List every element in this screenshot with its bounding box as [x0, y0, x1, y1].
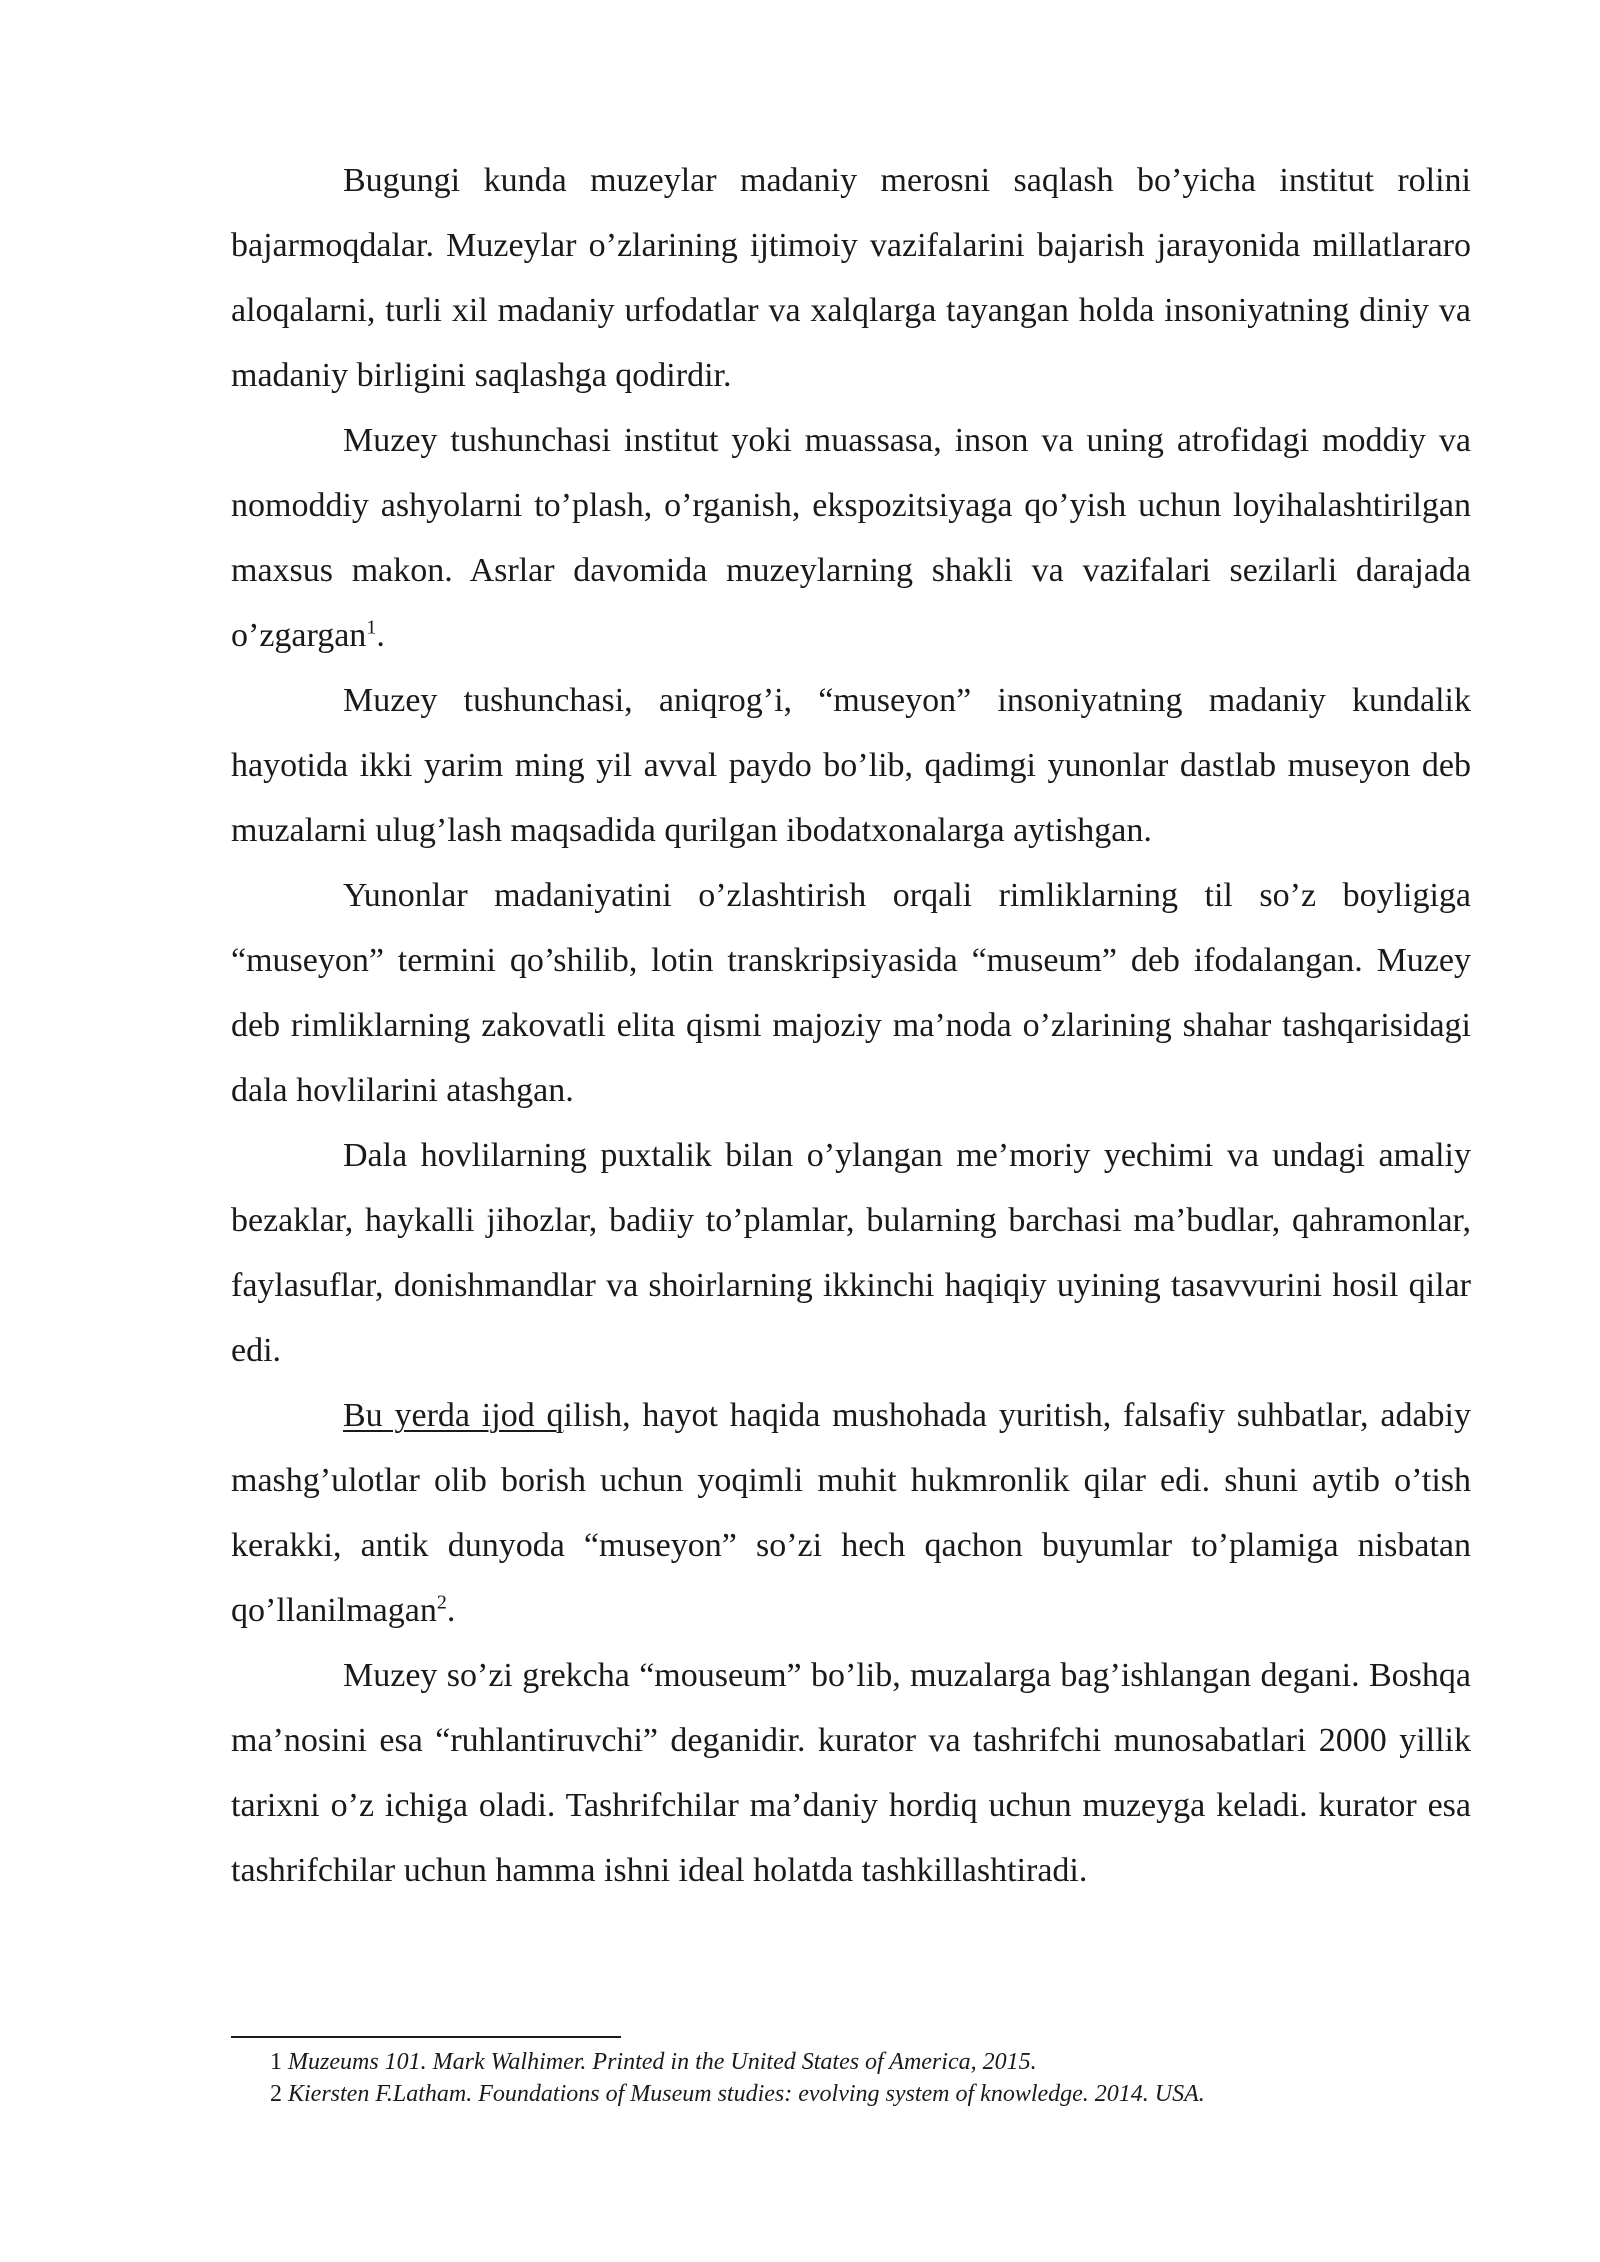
- footnote-ref-2[interactable]: 2: [436, 1591, 447, 1614]
- paragraph-text: Dala hovlilarning puxtalik bilan o’ylangan me’moriy yechimi va undagi amaliy bezaklar, haykalli jihozlar, badiiy to’plamlar, bularning barchasi ma’budlar, qahramonlar, faylasuflar, donishmandlar va shoirlarning ikkinchi haqiqiy uyining tasavvurini hosil qilar edi.: [231, 1137, 1471, 1369]
- underlined-text: Bu yerda ijod q: [343, 1397, 564, 1434]
- paragraph-text: Muzey so’zi grekcha “mouseum” bo’lib, muzalarga bag’ishlangan degani. Boshqa ma’nosini esa “ruhlantiruvchi” deganidir. kurator va tashrifchi munosabatlari 2000 yillik tarixni o’z ichiga oladi. Tashrifchilar ma’daniy hordiq uchun muzeyga keladi. kurator esa tashrifchilar uchun hamma ishni ideal holatda tashkillashtiradi.: [231, 1657, 1471, 1889]
- footnote-number: 1: [270, 2049, 288, 2075]
- paragraph-4: [231, 863, 1471, 1123]
- footnote-separator: [231, 2036, 621, 2038]
- footnote-number: 2: [270, 2081, 288, 2107]
- paragraph-7: [231, 1643, 1471, 1903]
- footnote-ref-1[interactable]: 1: [366, 616, 377, 639]
- paragraph-end: .: [446, 1592, 456, 1629]
- paragraph-text: Muzey tushunchasi, aniqrog’i, “museyon” insoniyatning madaniy kundalik hayotida ikki yarim ming yil avval paydo bo’lib, qadimgi yunonlar dastlab museyon deb muzalarni ulug’lash maqsadida qurilgan ibodatxonalarga aytishgan.: [231, 682, 1471, 849]
- paragraph-5: [231, 1123, 1471, 1383]
- document-body: [231, 148, 1471, 1903]
- paragraph-2: [231, 408, 1471, 668]
- footnote-2: [270, 2078, 1450, 2110]
- footnote-text: Kiersten F.Latham. Foundations of Museum studies: evolving system of knowledge. 2014. USA.: [288, 2081, 1205, 2107]
- paragraph-text: ilish, hayot haqida mushohada yuritish, falsafiy suhbatlar, adabiy mashg’ulotlar olib borish uchun yoqimli muhit hukmronlik qilar edi. shuni aytib o’tish kerakki, antik dunyoda “museyon” so’zi hech qachon buyumlar to’plamiga nisbatan qo’llanilmagan: [231, 1397, 1471, 1629]
- footnotes: [270, 2046, 1450, 2110]
- paragraph-text: Muzey tushunchasi institut yoki muassasa, inson va uning atrofidagi moddiy va nomoddiy ashyolarni to’plash, o’rganish, ekspozitsiyaga qo’yish uchun loyihalashtirilgan maxsus makon. Asrlar davomida muzeylarning shakli va vazifalari sezilarli darajada o’zgargan: [231, 422, 1471, 654]
- paragraph-end: .: [376, 617, 385, 654]
- paragraph-1: [231, 148, 1471, 408]
- paragraph-text: Bugungi kunda muzeylar madaniy merosni saqlash bo’yicha institut rolini bajarmoqdalar. Muzeylar o’zlarining ijtimoiy vazifalarini bajarish jarayonida millatlararo aloqalarni, turli xil madaniy urfodatlar va xalqlarga tayangan holda insoniyatning diniy va madaniy birligini saqlashga qodirdir.: [231, 162, 1471, 394]
- footnote-1: [270, 2046, 1450, 2078]
- paragraph-3: [231, 668, 1471, 863]
- footnote-text: Muzeums 101. Mark Walhimer. Printed in the United States of America, 2015.: [288, 2049, 1037, 2075]
- paragraph-text: Yunonlar madaniyatini o’zlashtirish orqali rimliklarning til so’z boyligiga “museyon” termini qo’shilib, lotin transkripsiyasida “museum” deb ifodalangan. Muzey deb rimliklarning zakovatli elita qismi majoziy ma’noda o’zlarining shahar tashqarisidagi dala hovlilarini atashgan.: [231, 877, 1471, 1109]
- paragraph-6: [231, 1383, 1471, 1643]
